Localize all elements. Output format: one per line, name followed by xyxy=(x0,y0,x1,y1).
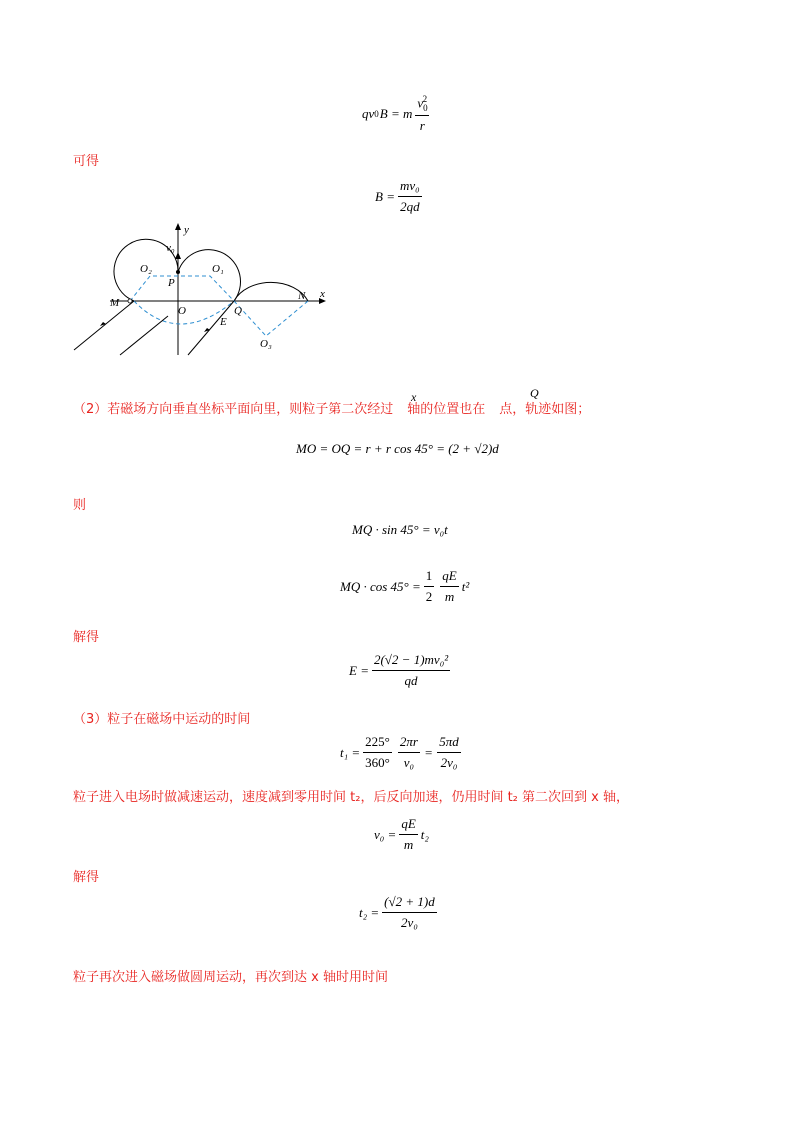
label-N: N xyxy=(298,290,306,302)
eq1-fraction xyxy=(415,94,429,134)
label-O1: O₁ xyxy=(212,263,224,275)
eq7-frac3 xyxy=(437,734,461,771)
eq9-num: (√2 + 1)d xyxy=(384,894,435,909)
eq7-frac2 xyxy=(398,734,420,771)
eq5-frac1 xyxy=(424,568,435,605)
equation-MQ-cos xyxy=(340,568,469,605)
eq8-den: m xyxy=(403,837,414,852)
eq1-num-sub: 0 xyxy=(423,102,428,113)
eq7-d1: 360° xyxy=(365,755,390,770)
eq7-n2: 2πr xyxy=(399,734,418,749)
eq1-lhs-sub: 0 xyxy=(374,108,379,119)
label-ze: 则 xyxy=(73,498,87,513)
eq2-num: mv₀ xyxy=(399,178,420,193)
eq4-text: MQ · sin 45° = v₀t xyxy=(352,522,448,537)
part2-text-b: 轴的位置也在 xyxy=(407,402,486,417)
eq7-lhs: t₁ = xyxy=(340,744,361,760)
eq9-lhs: t₂ = xyxy=(359,904,380,920)
part2-text-a: （2）若磁场方向垂直坐标平面向里，则粒子第二次经过 xyxy=(73,402,394,417)
eq7-d2: v₀ xyxy=(403,755,415,770)
label-O: O xyxy=(178,305,186,317)
eq5-n2: qE xyxy=(442,568,457,583)
eq5-d1: 2 xyxy=(425,589,433,604)
equation-t2 xyxy=(359,894,440,931)
eq9-den: 2v₀ xyxy=(401,915,418,930)
eq1-lhs2: B = m xyxy=(379,105,413,121)
eq7-n1: 225° xyxy=(363,734,392,753)
equation-MQ-sin xyxy=(352,522,448,538)
eq8-fraction xyxy=(399,816,417,853)
eq6-lhs: E = xyxy=(349,662,369,678)
part3-text: （3）粒子在磁场中运动的时间 xyxy=(73,712,251,727)
label-O3: O₃ xyxy=(260,338,272,350)
eq1-den: r xyxy=(419,117,425,133)
eq8-tail: t₂ xyxy=(420,826,429,842)
paragraph-reenter-field: 粒子再次进入磁场做圆周运动，再次到达 x 轴时用时间 xyxy=(73,970,388,985)
part2-var-x: x xyxy=(411,390,417,404)
eq7-frac1 xyxy=(363,734,392,771)
label-jiede-1: 解得 xyxy=(73,630,100,645)
part2-text-c: 点，轨迹如图； xyxy=(499,402,591,417)
eq3-text: MO = OQ = r + r cos 45° = (2 + √2)d xyxy=(296,441,499,456)
label-O2: O₂ xyxy=(140,263,152,275)
equation-v0 xyxy=(374,816,429,853)
equation-lorentz-force xyxy=(362,94,432,134)
velocity-arrow-icon xyxy=(175,252,181,259)
eq6-fraction xyxy=(372,652,450,689)
eq2-den: 2qd xyxy=(400,199,420,214)
label-Q: Q xyxy=(234,305,242,317)
eq5-tail: t² xyxy=(461,578,470,594)
circle-O1-arc xyxy=(178,250,241,301)
label-P: P xyxy=(168,277,175,289)
label-jiede-2: 解得 xyxy=(73,870,100,885)
trajectory-diagram xyxy=(70,222,340,357)
y-axis-arrow-icon xyxy=(175,223,181,230)
part2-line xyxy=(73,398,590,417)
eq5-lhs: MQ · cos 45° = xyxy=(340,578,421,594)
eq5-frac2 xyxy=(440,568,458,605)
label-x-axis: x xyxy=(320,288,325,300)
equation-MO xyxy=(296,441,499,457)
label-v0: v₀ xyxy=(166,242,175,254)
eq5-n1: 1 xyxy=(424,568,435,587)
eq7-n3: 5πd xyxy=(439,734,459,749)
eq8-num: qE xyxy=(401,816,416,831)
eq7-d3: 2v₀ xyxy=(440,755,458,770)
equation-E xyxy=(349,652,453,689)
eq1-num: v xyxy=(417,95,424,111)
equation-t1: t₁ = $\frac{225^\circ}{360^\circ}$ $\frac{2\pi r}{\text{v₀}}$ = $\frac{5\pi d}{\text{2v₀}}$ xyxy=(340,734,459,770)
label-E: E xyxy=(220,316,227,328)
label-M: M xyxy=(110,297,120,309)
equation-B xyxy=(375,178,425,215)
label-y: y xyxy=(184,224,189,236)
eq9-fraction xyxy=(382,894,437,931)
eq5-d2: m xyxy=(444,589,455,604)
eq2-fraction xyxy=(398,178,422,215)
eq6-den: qd xyxy=(404,673,418,688)
eq8-lhs: v₀ = xyxy=(374,826,397,842)
part2-var-Q: Q xyxy=(530,386,539,400)
label-kede: 可得 xyxy=(73,154,100,169)
O3-dashed-lines xyxy=(234,301,308,336)
eq2-lhs: B = xyxy=(375,188,395,204)
eq6-num: 2(√2 − 1)mv₀² xyxy=(373,652,449,667)
center-dashed-lines xyxy=(130,276,234,301)
paragraph-reverse-acceleration: 粒子进入电场时做减速运动，速度减到零用时间 t₂，后反向加速，仍用时间 t₂ 第二次回到 x 轴， xyxy=(73,790,629,805)
eq1-lhs: qv xyxy=(362,105,375,121)
eq1-num-sup: 2 xyxy=(422,94,428,104)
circle-O3-arc xyxy=(234,282,308,301)
